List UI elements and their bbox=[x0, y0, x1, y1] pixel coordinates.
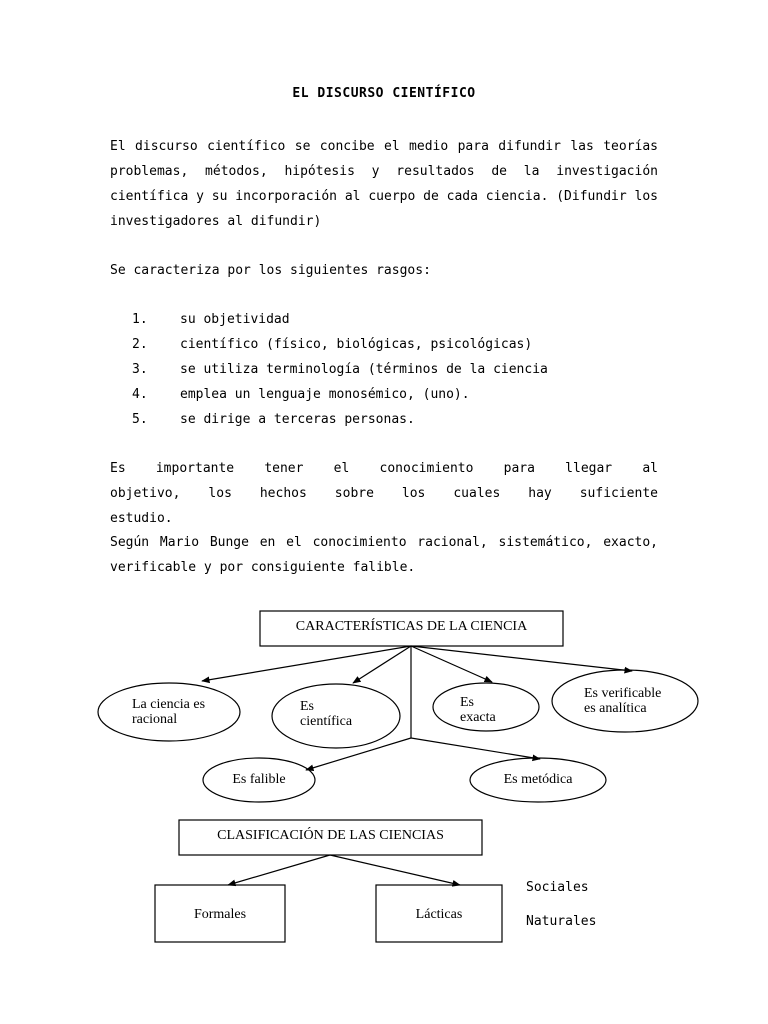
list-item: 1. su objetividad bbox=[132, 312, 290, 327]
naturales-label: Naturales bbox=[526, 914, 597, 929]
edge-cientifica bbox=[353, 646, 411, 683]
edge-exacta bbox=[411, 646, 492, 682]
node-exacta-label: Es exacta bbox=[460, 695, 496, 726]
characteristics-root-label: CARACTERÍSTICAS DE LA CIENCIA bbox=[295, 619, 528, 634]
list-item: 2. científico (físico, biológicas, psicológicas) bbox=[132, 337, 533, 352]
bunge-paragraph: Según Mario Bunge en el conocimiento racional, sistemático, exacto, verificable y por consiguiente falible. bbox=[110, 535, 658, 575]
edge-racional bbox=[202, 646, 411, 681]
classification-root-label: CLASIFICACIÓN DE LAS CIENCIAS bbox=[217, 828, 444, 843]
edge-falible bbox=[306, 738, 411, 770]
importance-paragraph: Es importante tener el conocimiento para llegar al objetivo, los hechos sobre los cuales hay suficiente estudio. bbox=[110, 461, 658, 526]
edge-lacticas bbox=[330, 855, 460, 885]
edge-metodica bbox=[411, 738, 540, 759]
traits-intro: Se caracteriza por los siguientes rasgos: bbox=[110, 263, 431, 278]
list-item: 3. se utiliza terminología (términos de la ciencia bbox=[132, 362, 548, 377]
node-metodica-label: Es metódica bbox=[503, 772, 573, 787]
sociales-label: Sociales bbox=[526, 880, 589, 895]
edge-formales bbox=[228, 855, 330, 885]
node-racional-label: La ciencia es racional bbox=[132, 697, 206, 728]
intro-paragraph: El discurso científico se concibe el medio para difundir las teorías problemas, métodos, hipótesis y resultados de la investigación científica y su incorporación al cuerpo de cada ciencia. (Difundir los investigadores al difundir) bbox=[110, 139, 658, 229]
formales-label: Formales bbox=[193, 907, 247, 922]
lacticas-label: Lácticas bbox=[415, 907, 463, 922]
list-item: 4. emplea un lenguaje monosémico, (uno). bbox=[132, 387, 470, 402]
document-title: EL DISCURSO CIENTÍFICO bbox=[292, 86, 476, 101]
node-falible-label: Es falible bbox=[232, 772, 286, 787]
node-verificable-label: Es verificable es analítica bbox=[584, 686, 662, 717]
node-cientifica-label: Es científica bbox=[300, 699, 353, 730]
list-item: 5. se dirige a terceras personas. bbox=[132, 412, 415, 427]
edge-verificable bbox=[411, 646, 632, 671]
